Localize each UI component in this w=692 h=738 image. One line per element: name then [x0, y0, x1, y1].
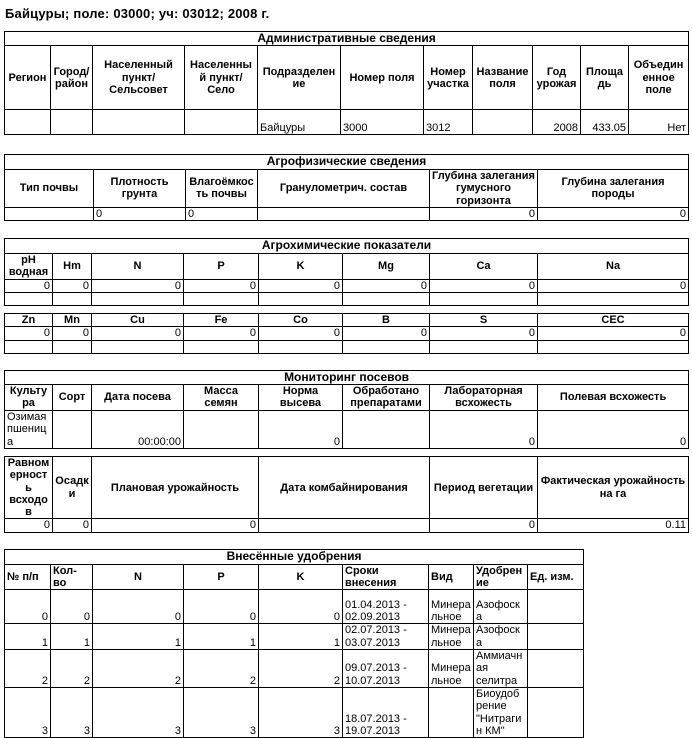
- table-cell: [5, 340, 53, 353]
- crop-monitoring-continued-table: [4, 456, 689, 533]
- table-cell: 0: [259, 327, 343, 340]
- table-cell: Азофоска: [474, 590, 528, 624]
- table-cell: [53, 340, 92, 353]
- table-cell: 1: [184, 624, 259, 650]
- table-row: [5, 519, 689, 532]
- table-cell: 18.07.2013 - 19.07.2013: [343, 687, 429, 737]
- microelements-table: [4, 313, 689, 354]
- table-cell: 433.05: [581, 110, 629, 135]
- column-header: Регион: [5, 46, 51, 110]
- column-header: Населенный пункт/Село: [185, 46, 258, 110]
- column-header: Полевая всхожесть: [538, 384, 689, 410]
- table-cell: [538, 340, 689, 353]
- column-header: pH водная: [5, 253, 53, 279]
- table-cell: 0: [53, 327, 92, 340]
- table-cell: 3000: [341, 110, 424, 135]
- table-cell: [184, 410, 259, 448]
- column-header: CEC: [538, 313, 689, 326]
- administrative-info-table: [4, 31, 689, 135]
- column-header: Тип почвы: [5, 169, 94, 207]
- table-cell: 01.04.2013 - 02.09.2013: [343, 590, 429, 624]
- table-cell: 3: [259, 687, 343, 737]
- table-cell: 0: [343, 327, 430, 340]
- column-header: K: [259, 253, 343, 279]
- column-header: N: [92, 253, 184, 279]
- column-header: Плотность грунта: [94, 169, 186, 207]
- table-cell: [528, 624, 584, 650]
- table-title: Административные сведения: [5, 32, 689, 46]
- column-header: Сроки внесения: [343, 564, 429, 590]
- table-cell: 0: [538, 207, 689, 220]
- table-row: [5, 207, 689, 220]
- table-row: [5, 279, 689, 292]
- table-cell: 0: [430, 327, 538, 340]
- table-cell: [343, 410, 430, 448]
- applied-fertilizers-table: [4, 549, 584, 738]
- column-header: Населенный пункт/Сельсовет: [93, 46, 185, 110]
- table-cell: 0: [184, 590, 259, 624]
- table-title: Агрохимические показатели: [5, 239, 689, 253]
- column-header: Zn: [5, 313, 53, 326]
- table-cell: 0: [343, 279, 430, 292]
- header-row: [5, 564, 584, 590]
- header-row: [5, 46, 689, 110]
- column-header: Номер поля: [341, 46, 424, 110]
- table-cell: 1: [51, 624, 93, 650]
- table-cell: 0.11: [538, 519, 689, 532]
- column-header: Обработано препаратами: [343, 384, 430, 410]
- table-cell: 09.07.2013 - 10.07.2013: [343, 650, 429, 688]
- table-cell: 3: [93, 687, 184, 737]
- table-cell: 1: [93, 624, 184, 650]
- column-header: S: [430, 313, 538, 326]
- column-header: Номер участка: [424, 46, 473, 110]
- column-header: Вид: [429, 564, 474, 590]
- table-cell: [473, 110, 533, 135]
- table-cell: 2008: [533, 110, 581, 135]
- table-cell: [538, 292, 689, 305]
- column-header: Дата посева: [92, 384, 184, 410]
- table-cell: 02.07.2013 - 03.07.2013: [343, 624, 429, 650]
- table-cell: [5, 292, 53, 305]
- table-cell: 0: [430, 519, 538, 532]
- table-cell: Биоудобрение "Нитрагин КМ": [474, 687, 528, 737]
- table-cell: 0: [93, 590, 184, 624]
- table-row: [5, 110, 689, 135]
- table-cell: 0: [92, 279, 184, 292]
- table-cell: Нет: [629, 110, 689, 135]
- table-cell: Минеральное: [429, 590, 474, 624]
- header-row: [5, 384, 689, 410]
- table-cell: Байцуры: [258, 110, 341, 135]
- column-header: P: [184, 253, 259, 279]
- column-header: Подразделение: [258, 46, 341, 110]
- table-cell: [343, 292, 430, 305]
- table-cell: 2: [259, 650, 343, 688]
- column-header: B: [343, 313, 430, 326]
- table-cell: [93, 110, 185, 135]
- table-cell: 0: [184, 279, 259, 292]
- table-cell: [258, 207, 430, 220]
- table-cell: [51, 110, 93, 135]
- table-row: [5, 650, 584, 688]
- table-cell: 2: [184, 650, 259, 688]
- table-cell: 0: [259, 279, 343, 292]
- table-cell: 0: [5, 590, 51, 624]
- column-header: Fe: [184, 313, 259, 326]
- table-row: [5, 340, 689, 353]
- table-cell: [343, 340, 430, 353]
- table-row: [5, 687, 584, 737]
- column-header: Сорт: [53, 384, 92, 410]
- header-row: [5, 313, 689, 326]
- table-cell: 0: [53, 279, 92, 292]
- table-cell: 1: [5, 624, 51, 650]
- table-cell: [528, 650, 584, 688]
- table-title: Внесённые удобрения: [5, 549, 584, 564]
- column-header: Удобрение: [474, 564, 528, 590]
- header-row: [5, 253, 689, 279]
- table-cell: 0: [51, 590, 93, 624]
- agrochemical-indicators-table: [4, 238, 689, 306]
- column-header: Гранулометрич. состав: [258, 169, 430, 207]
- table-cell: 0: [259, 590, 343, 624]
- column-header: Hm: [53, 253, 92, 279]
- table-cell: 0: [259, 410, 343, 448]
- table-cell: [184, 292, 259, 305]
- column-header: Cu: [92, 313, 184, 326]
- column-header: Кол-во: [51, 564, 93, 590]
- column-header: Плановая урожайность: [92, 456, 259, 519]
- table-cell: 0: [538, 327, 689, 340]
- column-header: Глубина залегания породы: [538, 169, 689, 207]
- header-row: [5, 456, 689, 519]
- table-cell: [259, 340, 343, 353]
- table-cell: [430, 292, 538, 305]
- table-cell: 0: [430, 207, 538, 220]
- column-header: Объединенное поле: [629, 46, 689, 110]
- table-cell: 0: [5, 327, 53, 340]
- table-cell: [528, 687, 584, 737]
- table-cell: 0: [538, 279, 689, 292]
- table-cell: [259, 292, 343, 305]
- crop-monitoring-table: [4, 370, 689, 449]
- table-cell: 0: [53, 519, 92, 532]
- agrophysical-info-table: [4, 154, 689, 221]
- page-title: Байцуры; поле: 03000; уч: 03012; 2008 г.: [5, 6, 270, 21]
- table-cell: 3: [51, 687, 93, 737]
- table-cell: 0: [430, 410, 538, 448]
- table-cell: 0: [5, 519, 53, 532]
- column-header: Na: [538, 253, 689, 279]
- table-cell: Аммиачная селитра: [474, 650, 528, 688]
- table-cell: [259, 519, 430, 532]
- table-cell: [429, 687, 474, 737]
- header-row: [5, 169, 689, 207]
- table-row: [5, 410, 689, 448]
- column-header: P: [184, 564, 259, 590]
- table-cell: 3012: [424, 110, 473, 135]
- column-header: Период вегетации: [430, 456, 538, 519]
- column-header: Год урожая: [533, 46, 581, 110]
- table-row: [5, 327, 689, 340]
- column-header: Ca: [430, 253, 538, 279]
- table-cell: [92, 292, 184, 305]
- table-row: [5, 590, 584, 624]
- column-header: Осадки: [53, 456, 92, 519]
- column-header: Лабораторная всхожесть: [430, 384, 538, 410]
- column-header: Равномерность всходов: [5, 456, 53, 519]
- table-cell: Минеральное: [429, 650, 474, 688]
- table-cell: 3: [5, 687, 51, 737]
- column-header: Mn: [53, 313, 92, 326]
- column-header: Название поля: [473, 46, 533, 110]
- table-cell: 2: [5, 650, 51, 688]
- table-title: Агрофизические сведения: [5, 155, 689, 169]
- table-cell: 0: [538, 410, 689, 448]
- column-header: Глубина залегания гумусного горизонта: [430, 169, 538, 207]
- table-cell: 0: [430, 279, 538, 292]
- table-row: [5, 624, 584, 650]
- table-cell: 0: [92, 327, 184, 340]
- column-header: Город/район: [51, 46, 93, 110]
- column-header: Масса семян: [184, 384, 259, 410]
- column-header: Влагоёмкость почвы: [186, 169, 258, 207]
- table-cell: 0: [5, 279, 53, 292]
- table-cell: 1: [259, 624, 343, 650]
- table-cell: 00:00:00: [92, 410, 184, 448]
- column-header: Ед. изм.: [528, 564, 584, 590]
- table-cell: 2: [93, 650, 184, 688]
- column-header: K: [259, 564, 343, 590]
- table-cell: 0: [184, 327, 259, 340]
- table-cell: [92, 340, 184, 353]
- table-title: Мониторинг посевов: [5, 370, 689, 384]
- column-header: Фактическая урожайность на га: [538, 456, 689, 519]
- table-cell: Минеральное: [429, 624, 474, 650]
- column-header: Норма высева: [259, 384, 343, 410]
- column-header: Mg: [343, 253, 430, 279]
- table-cell: [5, 110, 51, 135]
- table-cell: [53, 292, 92, 305]
- column-header: N: [93, 564, 184, 590]
- table-cell: Азофоска: [474, 624, 528, 650]
- table-cell: 0: [186, 207, 258, 220]
- table-cell: 2: [51, 650, 93, 688]
- column-header: Культура: [5, 384, 53, 410]
- table-cell: [528, 590, 584, 624]
- table-cell: Озимая пшеница: [5, 410, 53, 448]
- column-header: Площадь: [581, 46, 629, 110]
- column-header: № п/п: [5, 564, 51, 590]
- table-cell: [184, 340, 259, 353]
- table-cell: 0: [92, 519, 259, 532]
- column-header: Co: [259, 313, 343, 326]
- table-cell: 3: [184, 687, 259, 737]
- table-cell: 0: [94, 207, 186, 220]
- table-cell: [5, 207, 94, 220]
- report-tables-container: [4, 31, 692, 738]
- table-row: [5, 292, 689, 305]
- table-cell: [185, 110, 258, 135]
- table-cell: [430, 340, 538, 353]
- column-header: Дата комбайнирования: [259, 456, 430, 519]
- table-cell: [53, 410, 92, 448]
